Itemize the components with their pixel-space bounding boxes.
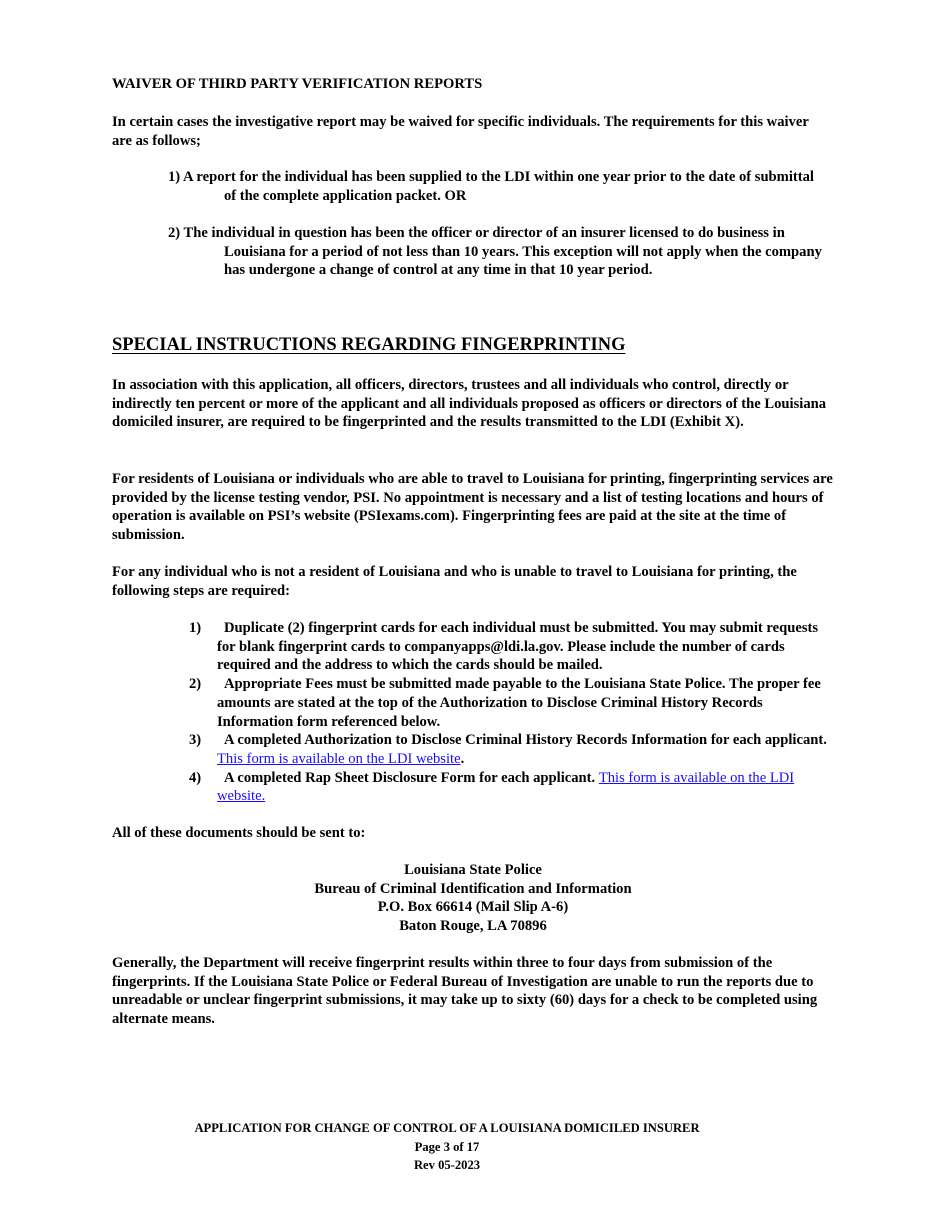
waiver-item-1	[168, 168, 828, 205]
waiver-item-text: 1) A report for the individual has been supplied to the LDI within one year prior to the date of submittal of the complete application packet. OR	[168, 169, 814, 204]
address-line: Baton Rouge, LA 70896	[399, 918, 547, 935]
page-footer	[172, 1119, 722, 1175]
waiver-item-text: 2) The individual in question has been the officer or director of an insurer licensed to do business in Louisiana for a period of not less than 10 years. This exception will not apply when the company has undergone a change of control at any time in that 10 year period.	[168, 225, 822, 279]
list-item	[189, 731, 839, 768]
steps-list	[189, 619, 839, 806]
step-number: 1)	[189, 620, 202, 636]
fingerprinting-title: SPECIAL INSTRUCTIONS REGARDING FINGERPRINTING	[112, 335, 626, 355]
step-number: 2)	[189, 676, 202, 693]
address-line: Louisiana State Police	[404, 862, 542, 878]
step-text: Appropriate Fees must be submitted made payable to the Louisiana State Police. The proper fee amounts are stated at the top of the Authorization to Disclose Criminal History Records Information form referenced below.	[217, 676, 821, 730]
footer-title: APPLICATION FOR CHANGE OF CONTROL OF A LOUISIANA DOMICILED INSURER	[194, 1121, 700, 1135]
step-text: Duplicate (2) fingerprint cards for each individual must be submitted. You may submit requests for blank fingerprint cards to companyapps@ldi.la.gov. Please include the number of cards required and the address to which the cards should be mailed.	[217, 620, 819, 674]
list-item	[189, 769, 839, 806]
send-to-label: All of these documents should be sent to:	[112, 825, 366, 841]
address-line: Bureau of Criminal Identification and Information	[314, 880, 632, 897]
list-item	[189, 619, 839, 675]
fingerprinting-para-1: In association with this application, all officers, directors, trustees and all individuals who control, directly or indirectly ten percent or more of the applicant and all individuals proposed as officers or directors of the Louisiana domiciled insurer, are required to be fingerprinted and the results transmitted to the LDI (Exhibit X).	[112, 377, 827, 431]
closing-paragraph: Generally, the Department will receive fingerprint results within three to four days from submission of the fingerprints. If the Louisiana State Police or Federal Bureau of Investigation are unable to run the reports due to unreadable or unclear fingerprint submissions, it may take up to sixty (60) days for a check to be completed using alternate means.	[112, 955, 818, 1028]
ldi-website-link[interactable]: This form is available on the LDI website.	[217, 769, 795, 805]
waiver-title: WAIVER OF THIRD PARTY VERIFICATION REPORTS	[112, 76, 483, 92]
ldi-website-link[interactable]: This form is available on the LDI website	[217, 750, 461, 767]
mailing-address	[82, 861, 864, 936]
step-text: A completed Rap Sheet Disclosure Form for each applicant.	[224, 769, 599, 786]
step-number: 4)	[189, 769, 202, 786]
fingerprinting-para-3: For any individual who is not a resident of Louisiana and who is unable to travel to Louisiana for printing, the following steps are required:	[112, 564, 797, 599]
footer-page-number: Page 3 of 17	[414, 1139, 480, 1154]
waiver-item-2	[168, 224, 828, 280]
footer-revision: Rev 05-2023	[413, 1158, 481, 1172]
list-item	[189, 675, 839, 731]
step-text-end: .	[460, 750, 465, 767]
fingerprinting-para-2: For residents of Louisiana or individuals who are able to travel to Louisiana for printing, fingerprinting services are provided by the license testing vendor, PSI. No appointment is necessary and a list of testing locations and hours of operation is available on PSI’s website (PSIexams.com). Fingerprinting fees are paid at the site at the time of submission.	[112, 471, 833, 544]
step-number: 3)	[189, 732, 202, 749]
step-text: A completed Authorization to Disclose Criminal History Records Information for each applicant.	[224, 732, 827, 749]
waiver-intro: In certain cases the investigative report may be waived for specific individuals. The requirements for this waiver are as follows;	[112, 114, 809, 149]
address-line: P.O. Box 66614 (Mail Slip A-6)	[377, 899, 569, 916]
